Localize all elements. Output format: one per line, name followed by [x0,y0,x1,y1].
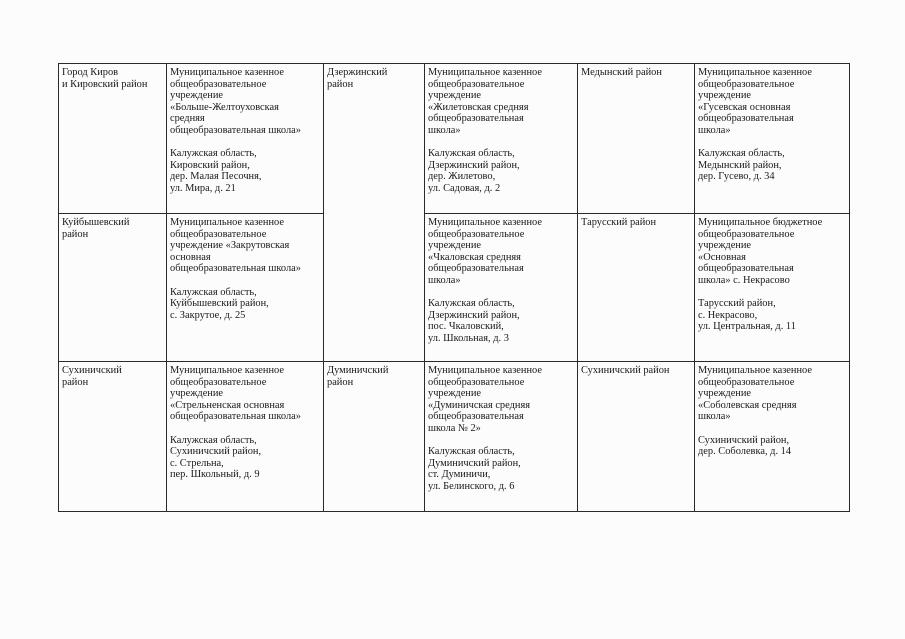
school-cell: Муниципальное казенное общеобразовательное учреждение «Жилетовская средняя общеобразовательная школа» Калужская область, Дзержинский район, дер. Жилетово, ул. Садовая, д. 2 [425,64,578,214]
table-row [59,362,850,512]
district-cell: Город Киров и Кировский район [59,64,167,214]
district-cell: Сухиничский район [59,362,167,512]
table-row [59,64,850,214]
school-cell: Муниципальное казенное общеобразовательное учреждение «Больше-Желтоуховская средняя общеобразовательная школа» Калужская область, Кировский район, дер. Малая Песочня, ул. Мира, д. 21 [167,64,324,214]
school-cell: Муниципальное бюджетное общеобразовательное учреждение «Основная общеобразовательная школа» с. Некрасово Тарусский район, с. Некрасово, ул. Центральная, д. 11 [695,214,850,362]
district-cell: Думиничский район [324,362,425,512]
school-cell: Муниципальное казенное общеобразовательное учреждение «Думиничская средняя общеобразовательная школа № 2» Калужская область, Думиничский район, ст. Думиничи, ул. Белинского, д. 6 [425,362,578,512]
school-cell: Муниципальное казенное общеобразовательное учреждение «Соболевская средняя школа» Сухиничский район, дер. Соболевка, д. 14 [695,362,850,512]
table-row [59,214,850,362]
district-cell: Медынский район [578,64,695,214]
school-cell: Муниципальное казенное общеобразовательное учреждение «Гусевская основная общеобразовательная школа» Калужская область, Медынский район, дер. Гусево, д. 34 [695,64,850,214]
school-cell: Муниципальное казенное общеобразовательное учреждение «Стрельненская основная общеобразовательная школа» Калужская область, Сухиничский район, с. Стрельна, пер. Школьный, д. 9 [167,362,324,512]
school-cell: Муниципальное казенное общеобразовательное учреждение «Закрутовская основная общеобразовательная школа» Калужская область, Куйбышевский район, с. Закрутое, д. 25 [167,214,324,362]
district-cell: Тарусский район [578,214,695,362]
district-cell: Куйбышевский район [59,214,167,362]
district-cell: Сухиничский район [578,362,695,512]
school-cell: Муниципальное казенное общеобразовательное учреждение «Чкаловская средняя общеобразовательная школа» Калужская область, Дзержинский район, пос. Чкаловский, ул. Школьная, д. 3 [425,214,578,362]
district-cell: Дзержинский район [324,64,425,362]
schools-table [58,63,850,512]
